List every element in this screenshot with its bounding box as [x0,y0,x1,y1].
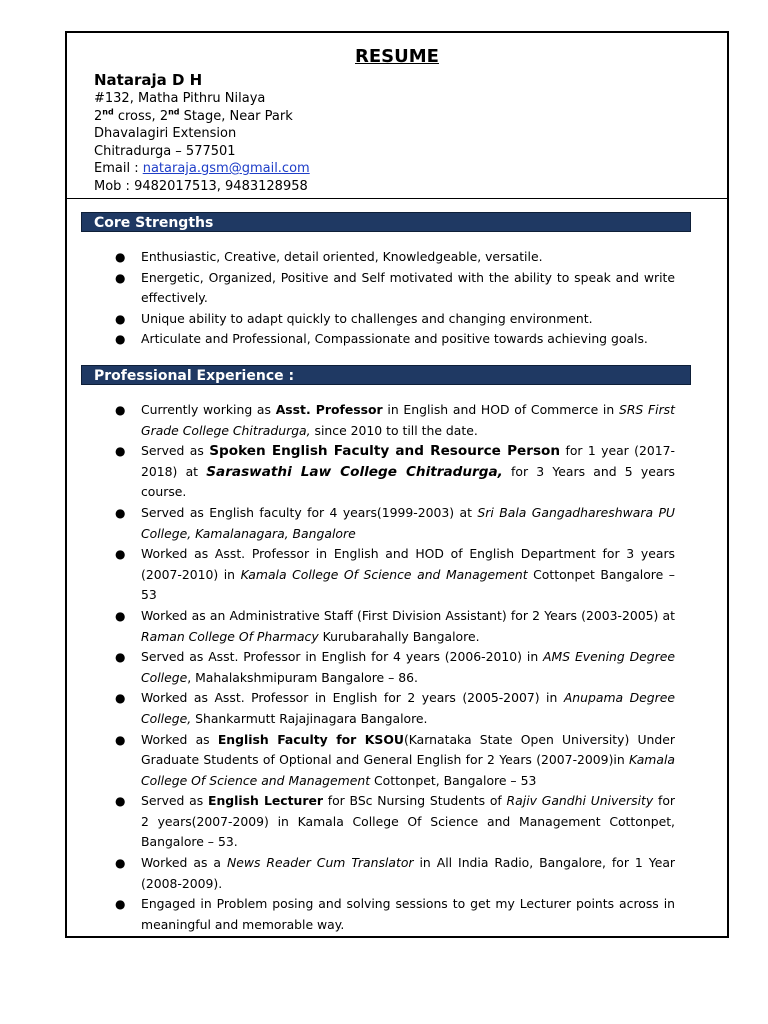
bullet-icon: ● [115,547,126,562]
contact-block [94,70,310,195]
header-divider [67,198,727,199]
list-item: ● Worked as Asst. Professor in English and HOD of English Department for 3 years (2007-2010) in Kamala College Of Science and Management Cottonpet Bangalore – 53 [115,546,675,603]
bullet-icon: ● [115,608,126,623]
list-item: ● Served as English faculty for 4 years(1999-2003) at Sri Bala Gangadhareshwara PU College, Kamalanagara, Bangalore [115,504,675,541]
core-strengths-heading: Core Strengths [81,212,691,232]
bullet-icon: ● [115,332,126,347]
bullet-icon: ● [115,856,126,871]
address-line-2: 2nd cross, 2nd Stage, Near Park [94,107,293,124]
list-item: ● Enthusiastic, Creative, detail oriented, Knowledgeable, versatile. [113,247,675,268]
email-link[interactable]: nataraja.gsm@gmail.com [142,161,310,176]
bullet-icon: ● [115,444,126,459]
address-line-4: Chitradurga – 577501 [94,143,236,159]
list-item: ● Currently working as Asst. Professor in English and HOD of Commerce in SRS First Grade College Chitradurga, since 2010 to till the date. [115,402,675,438]
list-item: ● Engaged in Problem posing and solving sessions to get my Lecturer points across in meaningful and memorable way. [115,896,675,932]
list-item: ● Served as English Lecturer for BSc Nursing Students of Rajiv Gandhi University for 2 years(2007-2009) in Kamala College Of Science and Management Cottonpet, Bangalore – 53. [115,793,675,850]
bullet-icon: ● [115,732,126,747]
resume-page [65,31,729,938]
bullet-icon: ● [115,403,126,417]
email-line: Email : nataraja.gsm@gmail.com [94,161,310,176]
bullet-icon: ● [115,897,126,912]
applicant-name: Nataraja D H [94,71,203,89]
list-item: ● Served as Spoken English Faculty and Resource Person for 1 year (2017-2018) at Saraswathi Law College Chitradurga, for 3 Years and 5 years course. [115,443,675,500]
list-item: ● Worked as Asst. Professor in English for 2 years (2005-2007) in Anupama Degree College, Shankarmutt Rajajinagara Bangalore. [115,690,675,726]
list-item: ● Worked as English Faculty for KSOU(Karnataka State Open University) Under Graduate Students of Optional and General English for 2 Years (2007-2009)in Kamala College Of Science and Management Cottonpet, Bangalore – 53 [115,731,675,788]
experience-heading: Professional Experience : [81,365,691,385]
bullet-icon: ● [115,650,126,665]
bullet-icon: ● [115,691,126,706]
address-line-1: #132, Matha Pithru Nilaya [94,91,266,106]
list-item: ● Worked as a News Reader Cum Translator in All India Radio, Bangalore, for 1 Year (2008-2009). [115,855,675,891]
list-item: ● Articulate and Professional, Compassionate and positive towards achieving goals. [113,329,675,350]
bullet-icon: ● [115,794,126,809]
mobile-line: Mob : 9482017513, 9483128958 [94,178,308,194]
bullet-icon: ● [115,270,126,285]
list-item: ● Unique ability to adapt quickly to challenges and changing environment. [113,309,675,330]
core-strengths-list [113,247,675,350]
resume-title: RESUME [355,46,439,67]
bullet-icon: ● [115,250,126,264]
bullet-icon: ● [115,311,126,326]
list-item: ● Worked as an Administrative Staff (First Division Assistant) for 2 Years (2003-2005) at Raman College Of Pharmacy Kurubarahally Bangalore. [115,607,675,644]
list-item: ● Served as Asst. Professor in English for 4 years (2006-2010) in AMS Evening Degree College, Mahalakshmipuram Bangalore – 86. [115,649,675,685]
list-item: ● Energetic, Organized, Positive and Self motivated with the ability to speak and write effectively. [115,269,675,306]
experience-list [113,400,675,935]
bullet-icon: ● [115,505,126,520]
address-line-3: Dhavalagiri Extension [94,126,237,141]
